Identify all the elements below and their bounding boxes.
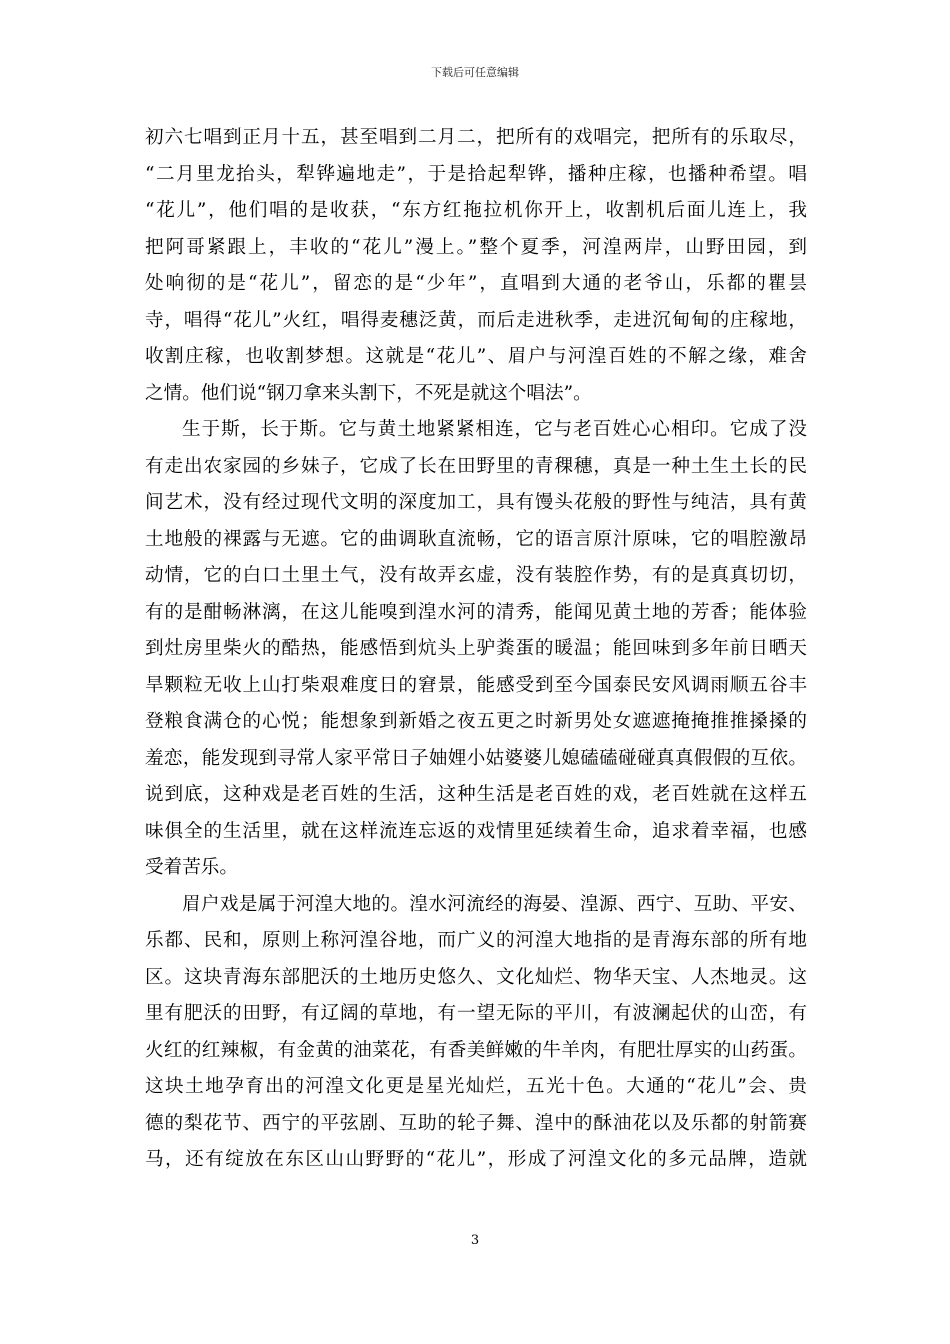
text-line: 受着苦乐。 — [145, 857, 238, 878]
text-line: 里有肥沃的田野，有辽阔的草地，有一望无际的平川，有波澜起伏的山峦，有 — [145, 1003, 807, 1024]
text-line: 区。这块青海东部肥沃的土地历史悠久、文化灿烂、物华天宝、人杰地灵。这 — [145, 966, 807, 988]
text-line: 初六七唱到正月十五，甚至唱到二月二，把所有的戏唱完，把所有的乐取尽， — [145, 127, 807, 148]
page-header: 下载后可任意编辑 — [431, 66, 519, 79]
text-line: 乐都、民和，原则上称河湟谷地，而广义的河湟大地指的是青海东部的所有地 — [145, 930, 807, 951]
text-line: 火红的红辣椒，有金黄的油菜花，有香美鲜嫩的牛羊肉，有肥壮厚实的山药蛋。 — [145, 1039, 807, 1061]
paragraph-1 — [145, 120, 807, 412]
text-line: 眉户戏是属于河湟大地的。湟水河流经的海晏、湟源、西宁、互助、平安、 — [182, 893, 807, 915]
body-text — [145, 120, 807, 1179]
text-line: 有的是酣畅淋漓，在这儿能嗅到湟水河的清秀，能闻见黄土地的芳香；能体验 — [145, 601, 807, 623]
text-line: 说到底，这种戏是老百姓的生活，这种生活是老百姓的戏，老百姓就在这样五 — [145, 784, 807, 805]
paragraph-3 — [145, 887, 807, 1179]
text-line: 动情，它的白口土里土气，没有故弄玄虚，没有装腔作势，有的是真真切切， — [145, 565, 807, 586]
text-line: 处响彻的是“花儿”，留恋的是“少年”，直唱到大通的老爷山，乐都的瞿昙 — [145, 273, 807, 294]
text-line: 德的梨花节、西宁的平弦剧、互助的轮子舞、湟中的酥油花以及乐都的射箭赛 — [145, 1112, 807, 1134]
text-line: 味俱全的生活里，就在这样流连忘返的戏情里延续着生命，追求着幸福，也感 — [145, 820, 807, 842]
text-line: 收割庄稼，也收割梦想。这就是“花儿”、眉户与河湟百姓的不解之缘，难舍 — [145, 346, 807, 367]
text-line: 旱颗粒无收上山打柴艰难度日的窘景，能感受到至今国泰民安风调雨顺五谷丰 — [145, 674, 807, 696]
text-line: 间艺术，没有经过现代文明的深度加工，具有馒头花般的野性与纯洁，具有黄 — [145, 492, 807, 513]
text-line: 生于斯，长于斯。它与黄土地紧紧相连，它与老百姓心心相印。它成了没 — [182, 419, 807, 440]
text-line: 寺，唱得“花儿”火红，唱得麦穗泛黄，而后走进秋季，走进沉甸甸的庄稼地， — [145, 309, 807, 331]
text-line: 有走出农家园的乡妹子，它成了长在田野里的青稞穗，真是一种土生土长的民 — [145, 455, 807, 477]
page-number: 3 — [470, 1233, 480, 1248]
text-line: 到灶房里柴火的酷热，能感悟到炕头上驴粪蛋的暖温；能回味到多年前日晒天 — [145, 638, 807, 659]
text-line: 羞恋，能发现到寻常人家平常日子妯娌小姑婆婆儿媳磕磕碰碰真真假假的互依。 — [145, 747, 807, 769]
text-line: “二月里龙抬头，犁铧遍地走”，于是拾起犁铧，播种庄稼，也播种希望。唱 — [145, 163, 807, 185]
paragraph-2 — [145, 412, 807, 887]
text-line: 之情。他们说“钢刀拿来头割下，不死是就这个唱法”。 — [145, 382, 592, 404]
text-line: “花儿”，他们唱的是收获，“东方红拖拉机你开上，收割机后面儿连上，我 — [145, 200, 807, 221]
text-line: 马，还有绽放在东区山山野野的“花儿”，形成了河湟文化的多元品牌，造就 — [145, 1149, 807, 1170]
text-line: 登粮食满仓的心悦；能想象到新婚之夜五更之时新男处女遮遮掩掩推推搡搡的 — [145, 711, 807, 732]
text-line: 土地般的裸露与无遮。它的曲调耿直流畅，它的语言原汁原味，它的唱腔激昂 — [145, 528, 807, 550]
text-line: 这块土地孕育出的河湟文化更是星光灿烂，五光十色。大通的“花儿”会、贵 — [145, 1076, 807, 1097]
text-line: 把阿哥紧跟上，丰收的“花儿”漫上。”整个夏季，河湟两岸，山野田园，到 — [145, 236, 807, 258]
